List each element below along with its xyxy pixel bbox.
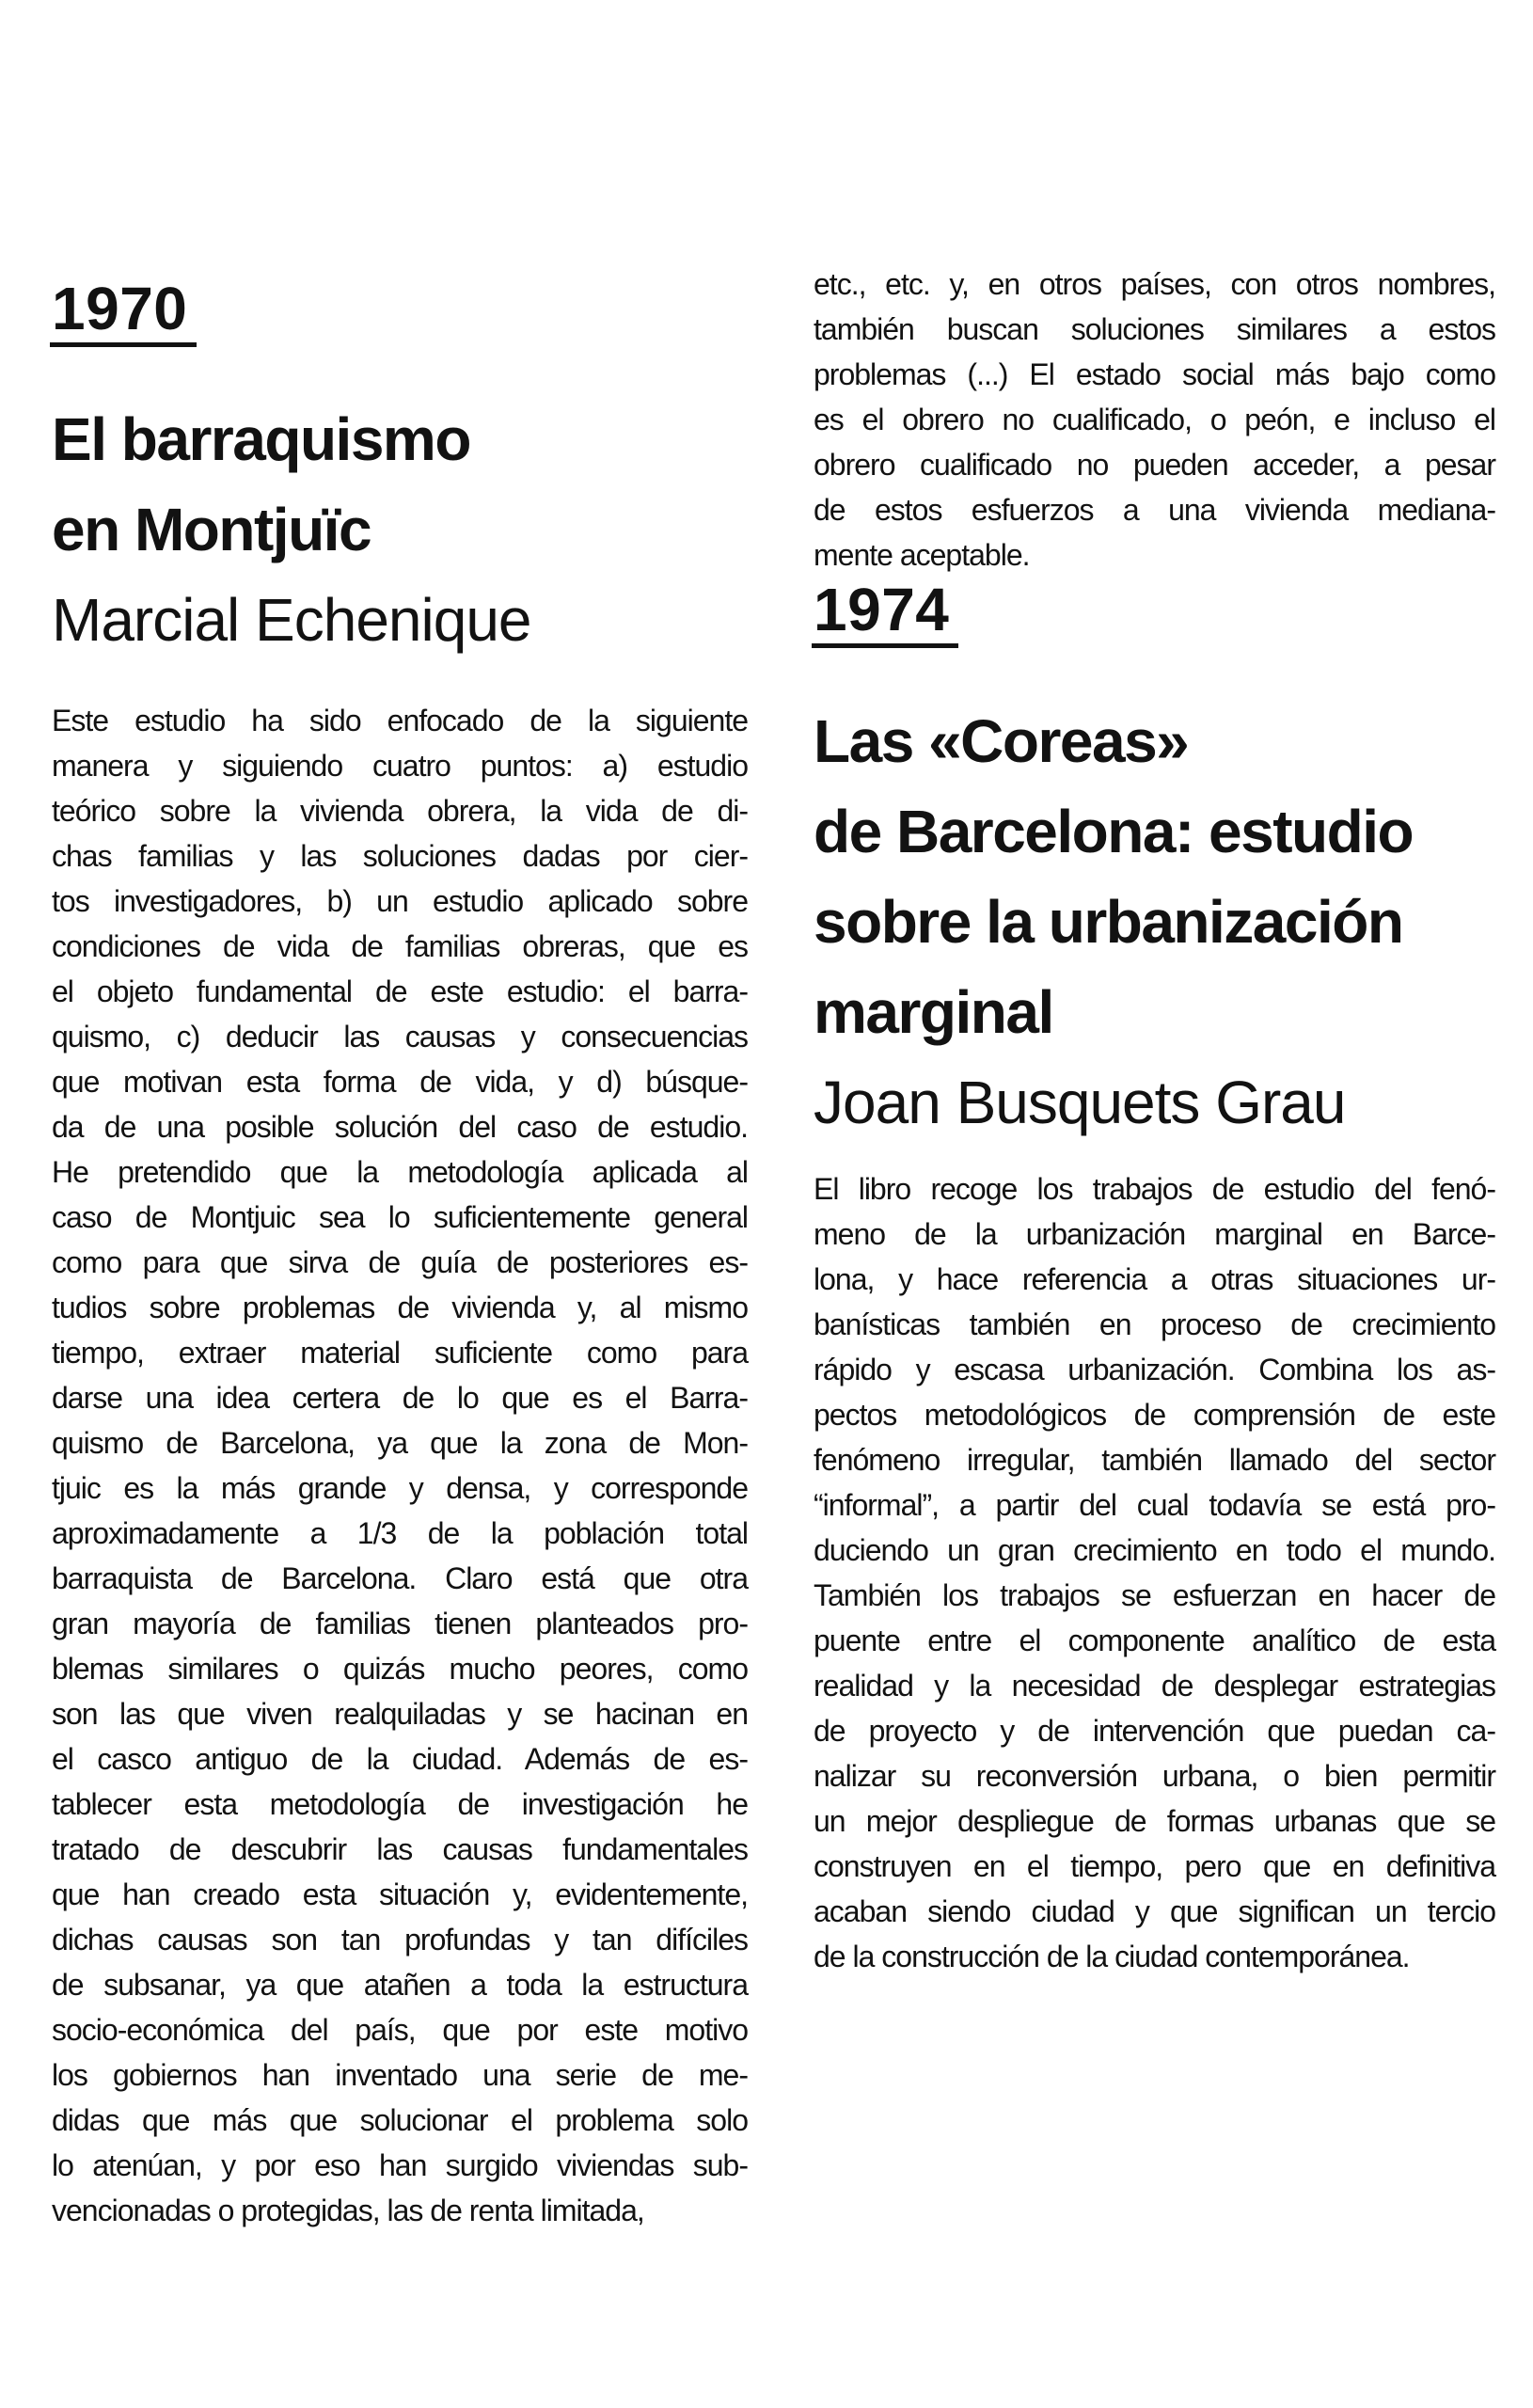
- entry-author-marcial-echenique: Marcial Echenique: [52, 586, 531, 654]
- year-heading-1970: 1970: [50, 278, 197, 347]
- left-column: [52, 0, 748, 2408]
- entry-title-las-coreas: Las «Coreas» de Barcelona: estudio sobre la urbanización marginal: [814, 707, 1414, 1046]
- year-heading-1974: 1974: [812, 579, 958, 648]
- entry-title-el-barraquismo: El barraquismo en Montjuïc: [52, 405, 470, 563]
- entry-body-continuation: etc., etc. y, en otros países, con otros nombres, también buscan soluciones similares a estos problemas (...) El estado social más bajo como es el obrero no cualificado, o peón, e incluso el obrero cualificado no pueden acceder, a pesar de estos esfuerzos a una vivienda mediana- mente aceptable.: [814, 267, 1495, 572]
- right-column: [814, 0, 1495, 2408]
- entry-author-joan-busquets-grau: Joan Busquets Grau: [814, 1069, 1346, 1136]
- entry-body-el-barraquismo: Este estudio ha sido enfocado de la siguiente manera y siguiendo cuatro puntos: a) estudio teórico sobre la vivienda obrera, la vida de di- chas familias y las soluciones dadas por cier- tos investigadores, b) un estudio aplicado sobre condiciones de vida de familias obreras, que es el objeto fundamental de este estudio: el barra- quismo, c) deducir las causas y consecuencias que motivan esta forma de vida, y d) búsque- da de una posible solución del caso de estudio. He pretendido que la metodología aplicada al caso de Montjuic sea lo suficientemente general como para que sirva de guía de posteriores es- tudios sobre problemas de vivienda y, al mismo tiempo, extraer material suficiente como para darse una idea certera de lo que es el Barra- quismo de Barcelona, ya que la zona de Mon- tjuic es la más grande y densa, y corresponde aproximadamente a 1/3 de la población total barraquista de Barcelona. Claro está que otra gran mayoría de familias tienen planteados pro- blemas similares o quizás mucho peores, como son las que viven realquiladas y se hacinan en el casco antiguo de la ciudad. Además de es- tablecer esta metodología de investigación he tratado de descubrir las causas fundamentales que han creado esta situación y, evidentemente, dichas causas son tan profundas y tan difíciles de subsanar, ya que atañen a toda la estructura socio-económica del país, que por este motivo los gobiernos han inventado una serie de me- didas que más que solucionar el problema solo lo atenúan, y por eso han surgido viviendas sub- vencionadas o protegidas, las de renta limitada,: [52, 704, 748, 2227]
- entry-body-las-coreas: El libro recoge los trabajos de estudio del fenó- meno de la urbanización marginal en Barce- lona, y hace referencia a otras situaciones ur- banísticas también en proceso de crecimiento rápido y escasa urbanización. Combina los as- pectos metodológicos de comprensión de este fenómeno irregular, también llamado del sector “informal”, a partir del cual todavía se está pro- duciendo un gran crecimiento en todo el mundo. También los trabajos se esfuerzan en hacer de puente entre el componente analítico de esta realidad y la necesidad de desplegar estrategias de proyecto y de intervención que puedan ca- nalizar su reconversión urbana, o bien permitir un mejor despliegue de formas urbanas que se construyen en el tiempo, pero que en definitiva acaban siendo ciudad y que significan un tercio de la construcción de la ciudad contemporánea.: [814, 1172, 1495, 1973]
